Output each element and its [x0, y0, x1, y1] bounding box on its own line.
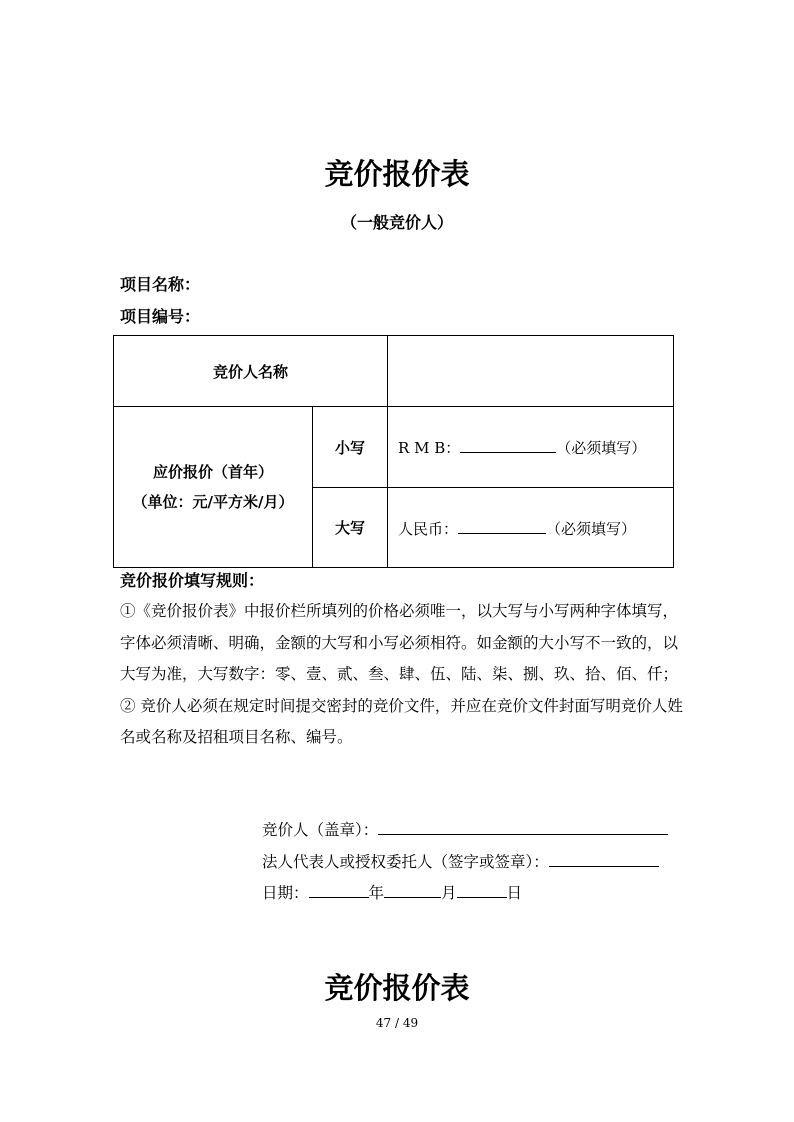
- uppercase-label-cell: [313, 488, 388, 568]
- required-note-lower: （必须填写）: [556, 439, 647, 457]
- project-number-label: 项目编号：: [120, 307, 201, 326]
- bidder-seal-label: 竞价人（盖章）：: [262, 821, 379, 839]
- rule-1: ①《竞价报价表》中报价栏所填列的价格必须唯一，以大写与小写两种字体填写，字体必须清晰、明确，金额的大写和小写必须相符。如金额的大小写不一致的，以大写为准，大写数字：零、壹、贰、叁、肆、伍、陆、柒、捌、玖、拾、佰、仟；: [120, 602, 679, 683]
- bidder-name-value-cell[interactable]: [388, 336, 674, 407]
- quote-table: [113, 335, 674, 568]
- price-label-cell: [114, 407, 313, 568]
- page-title: 竞价报价表: [324, 157, 470, 191]
- page-subtitle: （一般竞价人）: [340, 213, 453, 232]
- rules-title: 竞价报价填写规则：: [120, 571, 265, 590]
- legal-rep-label: 法人代表人或授权委托人（签字或签章）：: [262, 853, 549, 871]
- year-label: 年: [368, 884, 385, 902]
- bidder-name-label-cell: [114, 336, 388, 407]
- rmb-amount-blank[interactable]: [460, 436, 556, 453]
- next-page-title: 竞价报价表: [324, 971, 470, 1005]
- page-number: 47 / 49: [375, 1016, 419, 1030]
- bidder-name-label: 竞价人名称: [213, 362, 289, 381]
- day-label: 日: [506, 884, 523, 902]
- lowercase-label-cell: [313, 407, 388, 488]
- month-label: 月: [441, 884, 457, 902]
- legal-rep-blank[interactable]: [549, 850, 659, 867]
- month-blank[interactable]: [384, 881, 441, 898]
- day-blank[interactable]: [457, 881, 507, 898]
- uppercase-label: 大写: [335, 519, 366, 537]
- price-label-line1: 应价报价（首年）: [152, 463, 273, 481]
- bidder-seal-line: [262, 818, 668, 840]
- year-blank[interactable]: [309, 881, 369, 898]
- date-label: 日期：: [262, 884, 309, 902]
- lowercase-label: 小写: [335, 438, 366, 457]
- rmb-prefix: R M B：: [398, 439, 461, 457]
- rmb-cn-prefix: 人民币：: [398, 519, 459, 538]
- lowercase-value-cell[interactable]: [388, 407, 674, 488]
- uppercase-value-cell[interactable]: [388, 488, 674, 568]
- rules-body: [120, 596, 685, 754]
- legal-rep-line: [262, 850, 659, 872]
- date-line: [262, 881, 522, 903]
- bidder-seal-blank[interactable]: [378, 818, 668, 835]
- rmb-cn-amount-blank[interactable]: [458, 517, 546, 534]
- required-note-upper: （必须填写）: [546, 519, 637, 538]
- price-label-line2: （单位：元/平方米/月）: [132, 493, 294, 511]
- rule-2: ② 竞价人必须在规定时间提交密封的竞价文件，并应在竞价文件封面写明竞价人姓名或名称及招租项目名称、编号。: [120, 696, 683, 746]
- project-name-label: 项目名称：: [120, 275, 201, 294]
